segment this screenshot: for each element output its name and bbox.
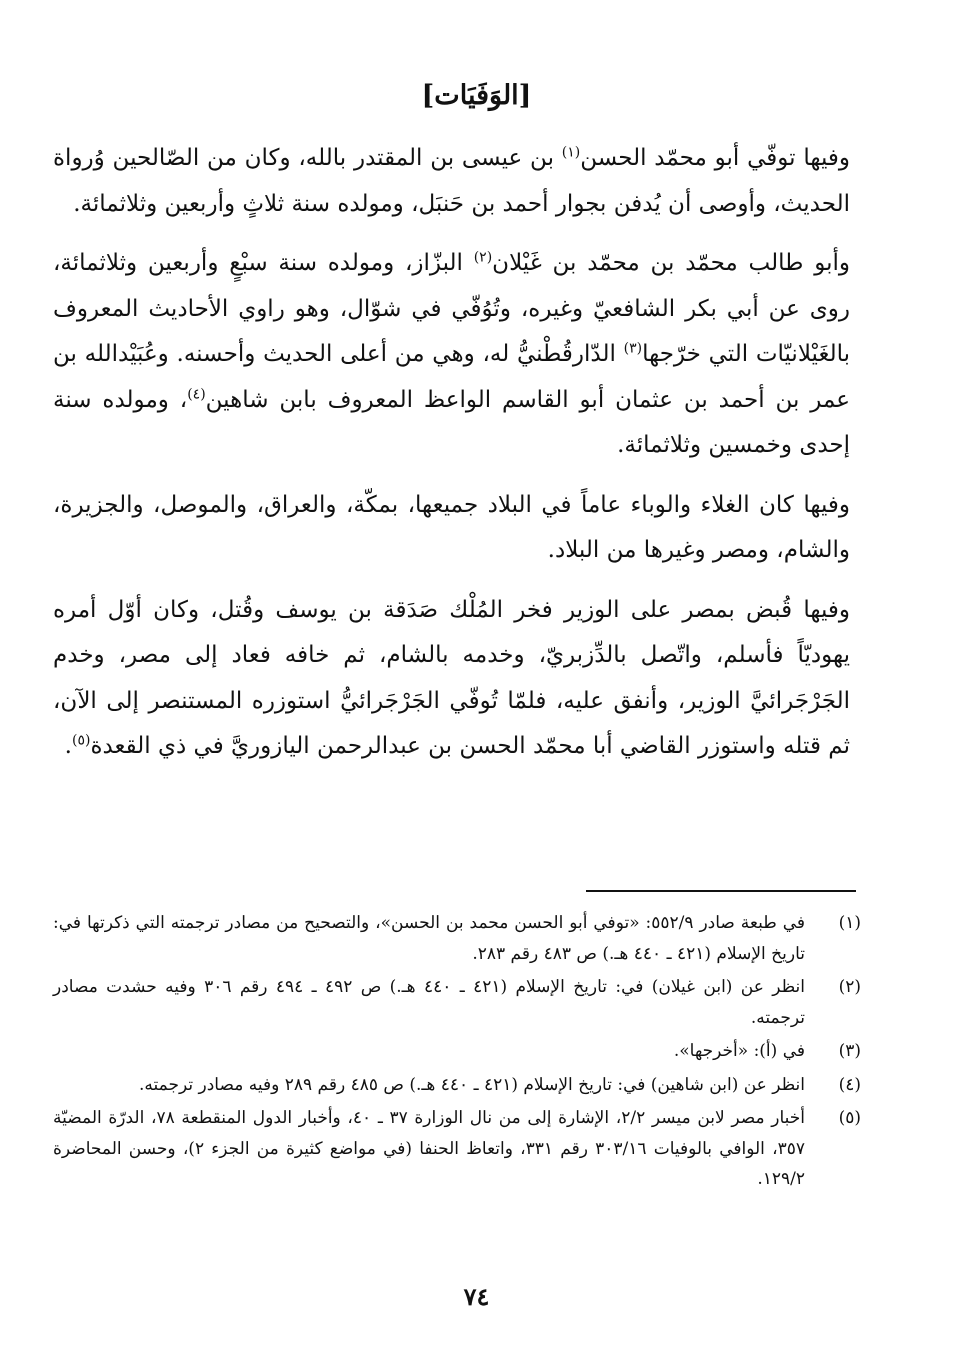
footnote-text: أخبار مصر لابن ميسر ٢/٢، الإشارة إلى من نال الوزارة ٣٧ ـ ٤٠، وأخبار الدول المنقطعة ٧٨، الدرّة المضيّة ٣٥٧، الوافي بالوفيات ٣٠٣/١٦ رقم ٣٣١، واتعاظ الحنفا (في مواضع كثيرة من الجزء ٢)، وحسن المحاضرة ١٢٩/٢. — [53, 1108, 806, 1189]
text-run: بن عيسى بن المقتدر بالله، وكان من الصّالحين وُرواة الحديث، وأوصى أن يُدفن بجوار أحمد بن حَنبَل، ومولده سنة ثلاثٍ وأربعين وثلاثمائة. — [53, 145, 850, 217]
text-run: ، ومولده سنة إحدى وخمسين وثلاثمائة. — [53, 386, 850, 458]
paragraph-3 — [53, 483, 850, 574]
footnote-separator — [586, 890, 856, 892]
main-text — [53, 136, 850, 784]
paragraph-4 — [53, 588, 850, 770]
footnote-number: (١) — [838, 913, 861, 933]
footnote-text: في (أ): «أخرجها». — [673, 1041, 805, 1061]
text-run: البزّاز، ومولده سنة سبْعٍ وأربعين وثلاثمائة، روى عن أبي بكر الشافعيّ وغيره، وتُوُفّي في شوّال، وهو راوي الأحاديث المعروف بالغَيْلانيّات التي خرّجها — [53, 250, 851, 367]
text-run: وفيها قُبض بمصر على الوزير فخر المُلْك صَدَقة بن يوسف وقُتل، وكان أوّل أمره يهوديّاً فأسلم، واتّصل بالدِّزبريّ، وخدمه بالشام، ثم خافه فعاد إلى مصر، وخدم الجَرْجَرائيَّ الوزير، وأنفق عليه، فلمّا تُوفّي الجَرْجَرائيُّ استوزره المستنصر إلى الآن، ثم قتله واستوزر القاضي أبا محمّد الحسن بن عبدالرحمن اليازوريَّ في ذي القعدة — [53, 596, 850, 759]
page-number: ٧٤ — [463, 1282, 490, 1311]
footnote-number: (٥) — [838, 1108, 861, 1128]
footnote-number: (٤) — [838, 1074, 861, 1095]
footnote — [53, 908, 861, 969]
paragraph-2 — [53, 241, 850, 469]
footnote-text: في طبعة صادر ٥٥٢/٩: «توفي أبو الحسن محمد بن الحسن»، والتصحيح من مصادر ترجمته التي ذكرتها في: تاريخ الإسلام (٤٢١ ـ ٤٤٠ هـ.) ص ٤٨٣ رقم ٢٨٣. — [53, 913, 805, 964]
footnote-marker: (٢) — [473, 249, 493, 266]
footnote-number: (٣) — [838, 1041, 861, 1061]
section-title: [الوَفَيَات] — [421, 80, 532, 111]
footnote-marker: (٥) — [71, 732, 91, 749]
footnotes — [53, 908, 861, 1198]
footnote — [53, 1036, 861, 1067]
footnote — [53, 1103, 861, 1195]
footnote-number: (٢) — [838, 977, 861, 997]
text-run: وفيها كان الغلاء والوباء عاماً في البلاد جميعها، بمكّة، والعراق، والموصل، والجزيرة، والشام، ومصر وغيرها من البلاد. — [53, 491, 850, 563]
footnote-text: انظر عن (ابن شاهين) في: تاريخ الإسلام (٤٢١ ـ ٤٤٠ هـ.) ص ٤٨٥ رقم ٢٨٩ وفيه مصادر ترجمته. — [139, 1074, 805, 1095]
paragraph-1 — [53, 136, 850, 227]
text-run: الدّارقُطْنيُّ له، وهي من أعلى الحديث وأحسنه. وعُبَيْدالله بن عمر بن أحمد بن عثمان أبو القاسم الواعظ المعروف بابن شاهين — [53, 341, 850, 413]
footnote-marker: (١) — [561, 144, 581, 161]
text-run: وفيها توفّي أبو محمّد الحسن — [580, 145, 850, 171]
footnote-marker: (٤) — [187, 385, 206, 402]
footnote-marker: (٣) — [623, 340, 643, 357]
text-run: . — [64, 733, 72, 759]
footnote-text: انظر عن (ابن غيلان) في: تاريخ الإسلام (٤٢١ ـ ٤٤٠ هـ.) ص ٤٩٢ ـ ٤٩٤ رقم ٣٠٦ وفيه حشدت مصادر ترجمته. — [53, 977, 806, 1028]
text-run: وأبو طالب محمّد بن محمّد بن غَيْلان — [492, 250, 850, 276]
footnote — [53, 972, 861, 1033]
footnote — [53, 1070, 861, 1101]
